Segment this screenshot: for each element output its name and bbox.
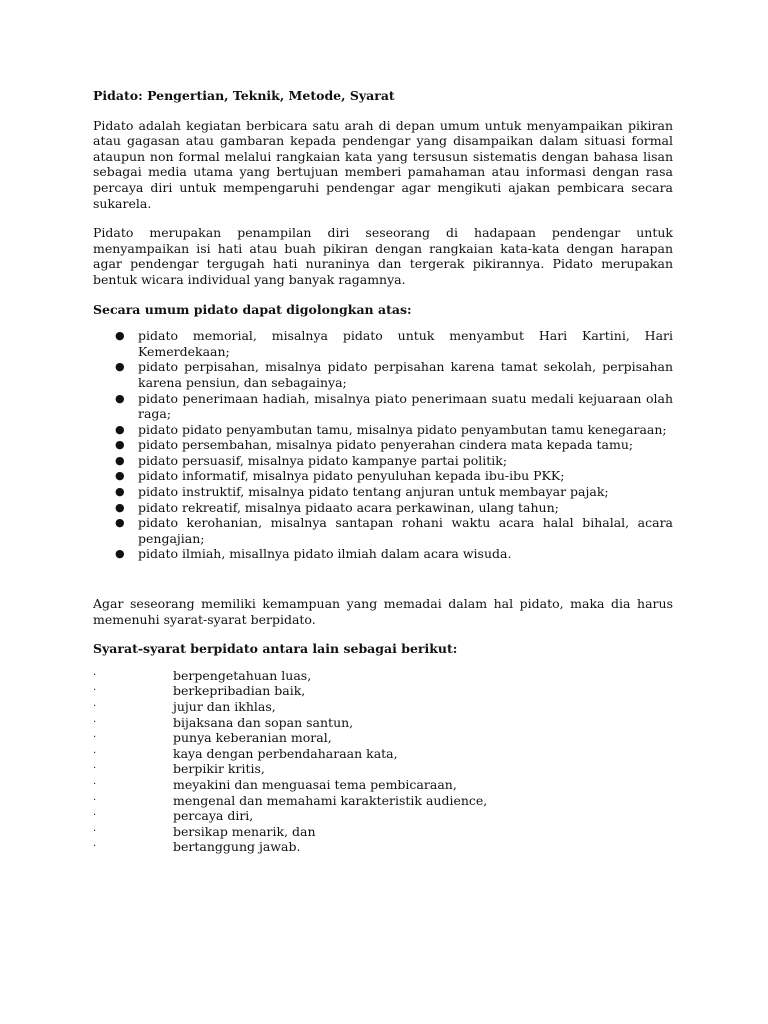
list-item [93,761,673,777]
bullet-icon: ● [115,500,125,514]
list-item-text: pidato pidato penyambutan tamu, misalnya pidato penyambutan tamu kenegaraan; [138,421,667,437]
list-item-text: percaya diri, [173,808,254,824]
list-item [93,808,673,824]
list-item-text: mengenal dan memahami karakteristik audience, [173,792,488,808]
list-item [93,715,673,731]
list-item-text: jujur dan ikhlas, [173,699,276,714]
list-item-text: meyakini dan menguasai tema pembicaraan, [173,776,457,792]
list-item [93,515,673,546]
bullet-icon: ● [115,547,125,561]
requirements-list [93,668,673,855]
list-item [93,777,673,793]
list-item [93,422,673,438]
list-item [93,391,673,422]
dot-icon: · [93,716,97,728]
bullet-icon: ● [115,329,125,343]
list-item-text: bijaksana dan sopan santun, [173,714,354,730]
list-item-text: punya keberanian moral, [173,730,332,746]
bullet-icon: ● [115,391,125,405]
list-item-text: bersikap menarik, dan [173,823,316,839]
list-item [93,793,673,809]
list-item [93,359,673,390]
list-item [93,699,673,715]
paragraph-requirements-intro: Agar seseorang memiliki kemampuan yang memadai dalam hal pidato, maka dia harus memenuhi syarat-syarat berpidato. [93,596,673,627]
list-item [93,484,673,500]
dot-icon: · [93,778,97,790]
bullet-icon: ● [115,485,125,499]
paragraph-description: Pidato merupakan penampilan diri seseorang di hadapaan pendengar untuk menyampaikan isi hati atau buah pikiran dengan rangkaian kata-kata dengan harapan agar pendengar tergugah hati nuraninya dan tergerak pikirannya. Pidato merupakan bentuk wicara individual yang banyak ragamnya. [93,225,673,287]
list-item-text: berpikir kritis, [173,761,265,777]
list-item [93,546,673,562]
list-item-text: pidato instruktif, misalnya pidato tentang anjuran untuk membayar pajak; [138,484,609,500]
paragraph-definition: Pidato adalah kegiatan berbicara satu arah di depan umum untuk menyampaikan pikiran atau gagasan atau gambaran kepada pendengar yang disampaikan dalam situasi formal ataupun non formal melalui rangkaian kata yang tersusun sistematis dengan bahasa lisan sebagai media utama yang bertujuan memberi pamahaman atau informasi dengan rasa percaya diri untuk mempengaruhi pendengar agar mengikuti ajakan pembicara secara sukarela. [93,117,673,211]
list-item [93,668,673,684]
list-item-text: pidato rekreatif, misalnya pidaato acara perkawinan, ulang tahun; [138,499,559,515]
list-item [93,500,673,516]
list-item [93,468,673,484]
list-item-text: bertanggung jawab. [173,839,301,855]
list-item-text: pidato informatif, misalnya pidato penyuluhan kepada ibu-ibu PKK; [138,468,565,484]
section-heading-requirements: Syarat-syarat berpidato antara lain sebagai berikut: [93,641,458,657]
dot-icon: · [93,763,97,775]
bullet-icon: ● [115,422,125,436]
list-item [93,453,673,469]
dot-icon: · [93,747,97,759]
list-item-text: pidato persuasif, misalnya pidato kampanye partai politik; [138,452,508,468]
list-item-text: berkepribadian baik, [173,683,306,699]
list-item [93,437,673,453]
document-body [93,88,673,855]
list-item [93,683,673,699]
bullet-icon: ● [115,516,125,530]
list-item-text: pidato penerimaan hadiah, misalnya piato penerimaan suatu medali kejuaraan olah raga; [138,390,673,422]
dot-icon: · [93,841,97,853]
list-item [93,730,673,746]
list-item-text: pidato persembahan, misalnya pidato penyerahan cindera mata kepada tamu; [138,437,634,453]
dot-icon: · [93,825,97,837]
dot-icon: · [93,732,97,744]
section-heading-types: Secara umum pidato dapat digolongkan atas: [93,301,412,317]
bullet-icon: ● [115,360,125,374]
dot-icon: · [93,685,97,697]
bullet-icon: ● [115,438,125,452]
list-item-text: kaya dengan perbendaharaan kata, [173,745,398,761]
dot-icon: · [93,810,97,822]
bullet-icon: ● [115,469,125,483]
list-item-text: pidato kerohanian, misalnya santapan rohani waktu acara halal bihalal, acara pengajian; [138,515,673,546]
list-item-text: pidato ilmiah, misallnya pidato ilmiah dalam acara wisuda. [138,546,512,562]
document-title: Pidato: Pengertian, Teknik, Metode, Syarat [93,88,395,103]
list-item [93,328,673,359]
list-item-text: pidato perpisahan, misalnya pidato perpisahan karena tamat sekolah, perpisahan karena pensiun, dan sebagainya; [138,359,673,390]
list-item [93,746,673,762]
dot-icon: · [93,701,97,712]
list-item-text: berpengetahuan luas, [173,667,312,683]
dot-icon: · [93,669,97,681]
speech-types-list [93,328,673,562]
list-item [93,839,673,855]
bullet-icon: ● [115,453,125,467]
list-item-text: pidato memorial, misalnya pidato untuk menyambut Hari Kartini, Hari Kemerdekaan; [138,328,673,359]
list-item [93,824,673,840]
dot-icon: · [93,794,97,806]
